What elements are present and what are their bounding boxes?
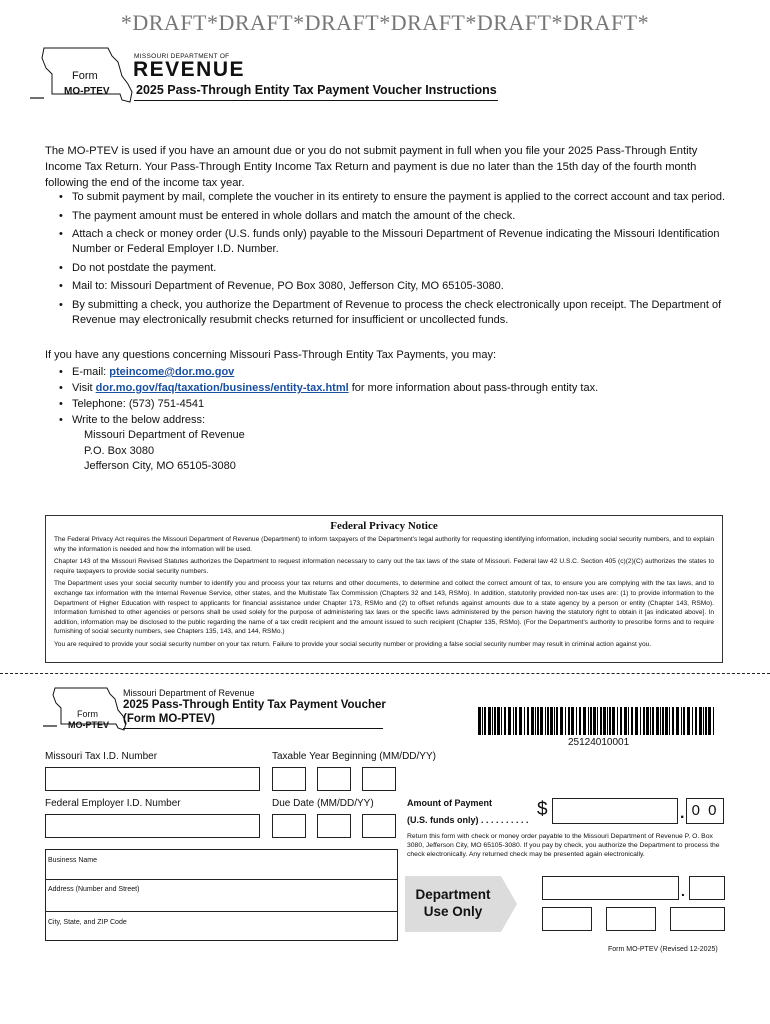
email-link[interactable]: pteincome@dor.mo.gov xyxy=(109,366,235,378)
barcode-bar xyxy=(708,707,711,735)
barcode-bar xyxy=(643,707,645,735)
barcode-bar xyxy=(683,707,685,735)
barcode-bar xyxy=(531,707,534,735)
department-use-line: Department xyxy=(415,887,491,902)
barcode-bar xyxy=(672,707,674,735)
city-state-zip-input[interactable] xyxy=(45,911,398,941)
barcode-bar xyxy=(571,707,574,735)
barcode-image xyxy=(478,707,716,735)
barcode-bar xyxy=(609,707,611,735)
barcode-bar xyxy=(547,707,549,735)
instruction-list xyxy=(57,190,727,331)
barcode-bar xyxy=(519,707,522,735)
barcode-bar xyxy=(600,707,602,735)
barcode-bar xyxy=(515,707,517,735)
barcode-bar xyxy=(650,707,651,735)
decimal-point: . xyxy=(680,805,685,822)
fein-input[interactable] xyxy=(45,814,260,838)
barcode-bar xyxy=(612,707,615,735)
barcode-bar xyxy=(635,707,638,735)
barcode-bar xyxy=(576,707,577,735)
barcode-bar xyxy=(665,707,668,735)
list-item: • Do not postdate the payment. xyxy=(57,261,727,276)
contact-telephone-item: • Telephone: (573) 751-4541 xyxy=(57,397,717,412)
address-line: P.O. Box 3080 xyxy=(84,444,155,457)
visit-prefix: Visit xyxy=(72,382,96,394)
barcode-bar xyxy=(565,707,566,735)
barcode-bar xyxy=(597,707,598,735)
voucher-form-label: Form xyxy=(77,709,98,719)
barcode-bar xyxy=(550,707,553,735)
barcode-bar xyxy=(492,707,493,735)
voucher-agency: Missouri Department of Revenue xyxy=(123,688,255,698)
due-date-month-input[interactable] xyxy=(272,814,306,838)
cut-line xyxy=(0,673,770,674)
contact-list xyxy=(57,365,717,429)
address-input[interactable] xyxy=(45,879,398,910)
voucher-title: 2025 Pass-Through Entity Tax Payment Voucher xyxy=(123,699,386,711)
city-state-zip-label: City, State, and ZIP Code xyxy=(48,919,127,926)
barcode-number: 25124010001 xyxy=(568,737,630,748)
barcode-bar xyxy=(703,707,704,735)
barcode-bar xyxy=(504,707,506,735)
barcode-bar xyxy=(497,707,500,735)
dept-use-field-3 xyxy=(542,907,592,931)
voucher-subtitle: (Form MO-PTEV) xyxy=(123,713,215,725)
amount-cents-field[interactable]: 0 0 xyxy=(686,798,724,824)
form-revision-footer: Form MO-PTEV (Revised 12-2025) xyxy=(608,946,718,953)
amount-label: Amount of Payment xyxy=(407,798,493,808)
barcode-bar xyxy=(662,707,664,735)
barcode-bar xyxy=(508,707,511,735)
draft-watermark: *DRAFT*DRAFT*DRAFT*DRAFT*DRAFT*DRAFT* xyxy=(120,10,650,35)
contact-write-item: • Write to the below address: xyxy=(57,413,717,428)
privacy-notice xyxy=(45,515,723,663)
tax-id-label: Missouri Tax I.D. Number xyxy=(45,751,158,762)
barcode-bar xyxy=(699,707,702,735)
address-line: Jefferson City, MO 65105-3080 xyxy=(84,460,236,472)
barcode-bar xyxy=(692,707,693,735)
department-use-label xyxy=(405,886,501,920)
barcode-bar xyxy=(568,707,570,735)
voucher-form-number: MO-PTEV xyxy=(68,720,110,730)
barcode-bar xyxy=(524,707,525,735)
privacy-paragraph: The Federal Privacy Act requires the Missouri Department of Revenue (Department) to inform taxpayers of the Department's legal authority for requesting identifying information, including social security numbers, and to explain why the information is needed and how the information will be used. xyxy=(54,536,714,553)
barcode-bar xyxy=(617,707,618,735)
dept-use-field-2 xyxy=(689,876,725,900)
visit-suffix: for more information about pass-through entity tax. xyxy=(348,382,599,394)
return-instructions: Return this form with check or money order payable to the Missouri Department of Revenue P. O. Box 3080, Jefferson City, MO 65105-3080. If you pay by check, you authorize the Department to process the check electronically. Any returned check may be presented again electronically. xyxy=(407,833,720,858)
voucher-title-rule xyxy=(123,728,383,729)
contact-email-item xyxy=(57,365,717,380)
barcode-bar xyxy=(656,707,659,735)
tax-id-input[interactable] xyxy=(45,767,260,791)
barcode-bar xyxy=(628,707,629,735)
barcode-bar xyxy=(545,707,546,735)
taxable-year-label: Taxable Year Beginning (MM/DD/YY) xyxy=(272,751,436,762)
barcode-bar xyxy=(537,707,539,735)
revenue-logo: REVENUE xyxy=(133,58,246,81)
barcode-bar xyxy=(713,707,714,735)
funds-label: (U.S. funds only) . . . . . . . . . . xyxy=(407,815,529,825)
contact-visit-item xyxy=(57,381,717,396)
barcode-bar xyxy=(527,707,529,735)
barcode-bar xyxy=(603,707,606,735)
list-item: • Attach a check or money order (U.S. funds only) payable to the Missouri Department of Revenue indicating the Missouri Identification Number or Federal Employer I.D. Number. xyxy=(57,227,727,257)
barcode-bar xyxy=(624,707,627,735)
barcode-bar xyxy=(494,707,496,735)
barcode-bar xyxy=(705,707,707,735)
privacy-paragraph: The Department uses your social security number to identify you and process your tax returns and other documents, to determine and collect the correct amount of tax, to ensure you are complying with the tax laws, and to exchange tax information with the Internal Revenue Service, other states, and the Multistate Tax Commission (Chapters 32 and 143, RSMo). In addition, statutorily provided non-tax uses are: (1) to provide information to the Department of Higher Education with respect to applicants for financial assistance under Chapter 173, RSMo and (2) to offset refunds against amounts due to a state agency by a person or entity (Chapter 143, RSMo). Information furnished to other agencies or persons shall be used solely for the purpose of administering tax laws or the specific laws administered by the person having the statutory right to obtain it [as indicated above]. In addition, information may be disclosed to the public regarding the name of a tax credit recipient and the amount issued to such recipient (Chapter 135, RSMo). (For the Department's authority to prescribe forms and to require furnishing of social security numbers, see Chapters 135, 143, and 144, RSMo.) xyxy=(54,580,714,636)
form-number: MO-PTEV xyxy=(64,86,110,97)
intro-paragraph: The MO-PTEV is used if you have an amount due or you do not submit payment in full when you file your 2025 Pass-Through Entity Income Tax Return. Your Pass-Through Entity Income Tax Return and payment is due no later than the 15th day of the fourth month following the end of the income tax year. xyxy=(45,145,698,189)
barcode-bar xyxy=(556,707,558,735)
list-item: • Mail to: Missouri Department of Revenue, PO Box 3080, Jefferson City, MO 65105-3080. xyxy=(57,279,727,294)
barcode-bar xyxy=(640,707,641,735)
dept-use-field-5 xyxy=(670,907,725,931)
barcode-bar xyxy=(660,707,661,735)
barcode-bar xyxy=(607,707,608,735)
barcode-bar xyxy=(488,707,491,735)
dept-use-field-1 xyxy=(542,876,679,900)
barcode-bar xyxy=(501,707,502,735)
privacy-paragraph: You are required to provide your social security number on your tax return. Failure to provide your social security number or providing a false social security number may result in criminal action against you. xyxy=(54,640,652,648)
barcode-bar xyxy=(695,707,697,735)
form-label: Form xyxy=(72,70,98,82)
decimal-point: . xyxy=(681,883,685,899)
due-date-year-input[interactable] xyxy=(362,814,396,838)
barcode-bar xyxy=(646,707,649,735)
barcode-bar xyxy=(535,707,536,735)
barcode-bar xyxy=(554,707,555,735)
barcode-bar xyxy=(482,707,483,735)
email-prefix: E-mail: xyxy=(72,366,110,378)
due-date-label: Due Date (MM/DD/YY) xyxy=(272,798,374,809)
taxable-year-year-input[interactable] xyxy=(362,767,396,791)
barcode-bar xyxy=(687,707,690,735)
barcode-bar xyxy=(676,707,679,735)
title-rule xyxy=(134,100,498,101)
barcode-bar xyxy=(593,707,596,735)
mailing-address xyxy=(84,428,245,475)
barcode-bar xyxy=(652,707,654,735)
faq-link[interactable]: dor.mo.gov/faq/taxation/business/entity-tax.html xyxy=(95,382,349,394)
address-line: Missouri Department of Revenue xyxy=(84,429,245,441)
barcode-bar xyxy=(590,707,592,735)
barcode-bar xyxy=(540,707,543,735)
fein-label: Federal Employer I.D. Number xyxy=(45,798,181,809)
privacy-paragraph: Chapter 143 of the Missouri Revised Statutes authorizes the Department to request information necessary to carry out the tax laws of the state of Missouri. Federal law 42 U.S.C. Section 405 (c)(2)(C) authorizes the states to require taxpayers to provide social security numbers. xyxy=(54,558,714,575)
amount-dollars-input[interactable] xyxy=(552,798,678,824)
barcode-bar xyxy=(588,707,589,735)
barcode-bar xyxy=(513,707,514,735)
page-title: 2025 Pass-Through Entity Tax Payment Voucher Instructions xyxy=(136,83,497,97)
dept-use-field-4 xyxy=(606,907,656,931)
barcode-bar xyxy=(681,707,682,735)
taxable-year-day-input[interactable] xyxy=(317,767,351,791)
department-use-line: Use Only xyxy=(423,904,483,919)
list-item: • The payment amount must be entered in whole dollars and match the amount of the check. xyxy=(57,209,727,224)
dollar-sign: $ xyxy=(537,799,548,820)
barcode-bar xyxy=(560,707,563,735)
barcode-bar xyxy=(669,707,670,735)
barcode-bar xyxy=(631,707,633,735)
privacy-title: Federal Privacy Notice xyxy=(330,520,438,532)
due-date-day-input[interactable] xyxy=(317,814,351,838)
taxable-year-month-input[interactable] xyxy=(272,767,306,791)
contact-intro: If you have any questions concerning Missouri Pass-Through Entity Tax Payments, you may: xyxy=(45,349,497,361)
list-item: • To submit payment by mail, complete the voucher in its entirety to ensure the payment is applied to the correct account and tax period. xyxy=(57,190,727,205)
business-name-label: Business Name xyxy=(48,857,98,864)
barcode-bar xyxy=(583,707,586,735)
barcode-bar xyxy=(484,707,486,735)
barcode-bar xyxy=(620,707,622,735)
business-name-input[interactable] xyxy=(45,849,398,878)
address-label: Address (Number and Street) xyxy=(48,886,140,893)
barcode-bar xyxy=(478,707,481,735)
agency-small-name: MISSOURI DEPARTMENT OF xyxy=(134,53,230,60)
barcode-bar xyxy=(579,707,581,735)
list-item: • By submitting a check, you authorize the Department of Revenue to process the check electronically upon receipt. The Department of Revenue may electronically resubmit checks returned for insufficient or uncollected funds. xyxy=(57,298,727,328)
